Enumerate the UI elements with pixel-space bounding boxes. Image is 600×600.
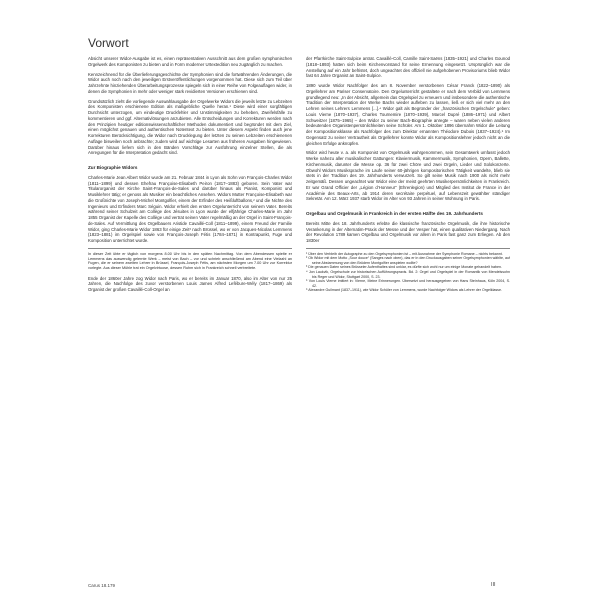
left-column: [88, 56, 292, 297]
paragraph: Charles-Marie Jean Albert Widor wurde am 21. Februar 1844 in Lyon als Sohn von François-Charles Widor (1811–1899) und dessen Ehefrau Françoise-Elisabeth Peiron (1817–1883) geboren. Sein Vater war Titularorganist der Kirche Saint-François-de-Sales und darüber hinaus als Pianist, Komponist und Musiklehrer tätig; er genoss als Musiker ein beachtliches Ansehen. Widors Mutter Françoise-Elisabeth war die Großnichte von Joseph-Michel Montgolfier, einem der Erfinder des Heißluftballons,² und die Nichte des Ingenieurs und Erfinders Marc Séguin. Widor erhielt den ersten Orgelunterricht von seinem Vater. Bereits während seiner Schulzeit am Collège des Jésuites in Lyon wurde der elfjährige Charles-Marie im Jahr 1855 Organist der Kapelle des Collège und vertrat seinen Vater regelmäßig an der Orgel in Saint-François-de-Sales. Auf Vermittlung des Orgelbauers Aristide Cavaillé-Coll (1811–1899), einem Freund der Familie Widor, ging Charles-Marie Widor 1863 für einige Zeit³ nach Brüssel, wo er von Jacques-Nicolas Lemmens (1823–1881) im Orgelspiel sowie von François-Joseph Fétis (1784–1871) in Kontrapunkt, Fuge und Komposition unterrichtet wurde.: [88, 174, 292, 244]
paragraph: Grundsätzlich zieht die vorliegende Auswahlausgabe der Orgelwerke Widors die jeweils letzte zu Lebzeiten des Komponisten erschienene Edition als maßgebliche Quelle heran.¹ Diese wird einer sorgfältigen Durchsicht unterzogen, um eindeutige Druckfehler und Unstimmigkeiten zu beheben, Zweifelsfälle zu kommentieren und ggf. Alternativlösungen anzubieten. Alle Entscheidungen und Korrekturen werden nach den Prinzipien heutiger editionswissenschaftlicher Methoden dokumentiert und begründet mit dem Ziel, einen möglichst genauen und authentischen Notentext zu bieten. Unter diesem Aspekt finden auch jene Korrekturen Berücksichtigung, die Widor nach Drucklegung der letzten zu seinen Lebzeiten erschienenen Auflage bisweilen noch anbrachte; zudem wird auf wichtige Lesarten aus früheren Ausgaben hingewiesen. Darüber hinaus liefern sich in den Bänden Vorschläge zur Ausführung einzelner Stellen, die als Anregungen für die Interpretation gedacht sind.: [88, 98, 292, 156]
paragraph: Bereits Mitte des 18. Jahrhunderts erlebte die klassische französische Orgelmusik, die ihre historische Verankerung in der Alternatim-Praxis der Messe und der Vesper hat, einen qualitativen Niedergang. Nach der Revolution 1789 kamen Orgelbau und Orgelmusik vor allem in Paris fast ganz zum Erliegen. Ab den 1830er: [306, 220, 510, 244]
section-heading: Zur Biographie Widors: [88, 165, 138, 170]
footnotes: [306, 248, 510, 293]
paragraph: Kennzeichnend für die Überlieferungsgeschichte der Symphonien sind die fortwährenden Änderungen, die Widor auch noch nach den jeweiligen Erstveröffentlichungen vorgenommen hat. Diese sich zum Teil über Jahrzehnte hinziehenden Überarbeitungsprozesse spiegeln sich in einer Reihe von Folgeauflagen wider, in denen die Symphonien in mehr oder weniger stark revidierten Versionen erschienen sind.: [88, 71, 292, 94]
footnote: ³ Die genauen Daten seines Brüsseler Aufenthaltes sind unklar, es dürfte sich wohl nur um einige Monate gehandelt haben.: [306, 265, 502, 270]
page-number: III: [491, 582, 496, 588]
footnote: ⁶ Alexandre Guilmant (1837–1911), wie Widor Schüler von Lemmens, wurde Nachfolger Widors als Lehrer der Orgelklasse.: [306, 288, 502, 293]
right-column: [306, 56, 510, 293]
section-heading: Orgelbau und Orgelmusik in Frankreich in der ersten Hälfte des 19. Jahrhunderts: [306, 211, 483, 216]
paragraph: 1890 wurde Widor Nachfolger des am 8. November verstorbenen César Franck (1822–1890) als Orgellehrer am Pariser Conservatoire. Den Orgelunterricht gestaltete er nach dem Verbild von Lemmens grundlegend neu: „In der Absicht, allgemein das Orgelspiel zu erneuern und insbesondere die authentische Tradition der Interpretation der Werke Bachs wieder aufleben zu lassen, ließ er sich viel mehr an den Lehren seines Lehrers Lemmens [...].⁴ Widor galt als Begründer der „französischen Orgelschule“ geben: Louis Vierne (1870–1937), Charles Tournemire (1870–1939), Marcel Dupré (1886–1971) und Albert Schweitzer (1875–1965) – den Widor zu seiner Bach-Biographie anregte – waren neben vielen anderen bedeutenden Organistenpersönlichkeiten seine Schüler. Am 1. Oktober 1896 übernahm Widor die Leitung der Kompositionsklasse als Nachfolger des zum Direktor ernannten Théodore Dubois (1837–1924).⁵ Im Gegensatz zu seiner Vertrautheit als Orgellehrer konnte Widor als Kompositionslehrer jedoch nicht an die gleichen Erfolge anknüpfen.: [306, 83, 510, 146]
footnote-note: In dieser Zeit übte er täglich von morgens 8.00 Uhr bis in den späten Nachmittag. Von dem Abendessen spielte er Lemmens das auswendig gelernte Werk – meist von Bach – vor und schrieb anschließend am Abend eine Vielzahl an Fugen, die er seinem zweiten Lehrer in Brüssel, François-Joseph Fétis, am nächsten Morgen um 7.00 Uhr zur Korrektur vorlegte. Aus dieser Mühle trat ein Orgelvirtuose, dessen Ruhm sich in Frankreich schnell verbreitete.: [88, 248, 292, 271]
footnote: ⁵ Von Louis Vierne imitiert in: Vierne, Meine Erinnerungen. Übersetzt und herausgegeben von Hans Steinhaus, Köln 2004, S. 42.: [306, 279, 510, 288]
footnote: ¹ Über den Verbleib der Autographe zu den Orgelsymphonien ist – mit Ausnahme der Symphonie Romane – nichts bekannt.: [306, 251, 503, 256]
footnote: ² Ob Widor mit dem Motto „Sour douce“ (Sanges nach oben), das er in den Druckausgaben seiner Orgelsymphonien wählte, auf seine Abstammung von den Brüdern Montgolfier anspielen wollte?: [306, 256, 510, 265]
page-title: Vorwort: [88, 36, 129, 50]
paragraph: Widor wird heute v. a. als Komponist von Orgelmusik wahrgenommen, sein Gesamtwerk umfasst jedoch Werke nahezu aller musikalischer Gattungen: Klaviermusik, Kammermusik, Symphonien, Opern, Ballette, Kirchenmusik, darunter die Messe op. 36 für zwei Chöre und zwei Orgeln, Lieder und Solokonzerte. Obwohl Widors Musiksprache im Laufe seiner 60-jährigen kompositorischen Tätigkeit wandelte, blieb sie stets in der Tradition des 19. Jahrhunderts verwurzelt. So gilt seine Musik nach 1900 als nicht mehr zeitgemäß. Dessen ungeachtet war Widor eine der meist geehrten Musikerpersönlichkeiten in Frankreich. Er war Grand Officier der „Légion d’Honneur“ (Ehrenlegion) und Mitglied des Institut de France in der Académie des Beaux-Arts, ab 1914 deren secrétaire perpétuel, auf Lebenszeit gewählter ständiger Sekretär. Am 12. März 1937 starb Widor im Alter von 93 Jahren in seiner Wohnung in Paris.: [306, 150, 510, 202]
paragraph: Ende der 1860er Jahre zog Widor nach Paris, wo er bereits im Januar 1870, also im Alter von nur 25 Jahren, die Nachfolge des zuvor verstorbenen Louis James Alfred Lefébure-Wély (1817–1869) als Organist der großen Cavaillé-Coll-Orgel an: [88, 275, 292, 293]
paragraph: Absicht unserer Widor-Ausgabe ist es, einen repräsentativen Ausschnitt aus dem großen symphonischen Orgelwerk des Komponisten zu bieten und in Form moderner Urtextedition neu zugänglich zu machen.: [88, 56, 292, 67]
publisher-reference: Carus 18.179: [88, 583, 116, 588]
footnote: ⁴ Jon Laukvik, Orgelschule zur historischen Aufführungspraxis. Bd. 2: Orgel und Orgelspiel in der Romantik von Mendelssohn bis Reger und Widor, Stuttgart 2000, S. 23.: [306, 269, 510, 279]
paragraph: der Pfarrkirche Saint-Sulpice antrat. Cavaillé-Coll, Camille Saint-Saëns (1835–1921) und Charles Gounod (1818–1893) hatten sich beim Kirchenvorstand für seine Ernennung eingesetzt. Ursprünglich war die Anstellung auf ein Jahr befristet, doch ungeachtet des offiziell nie aufgehobenen Provisoriums blieb Widor fast 64 Jahre Organist an Saint-Sulpice.: [306, 56, 510, 79]
